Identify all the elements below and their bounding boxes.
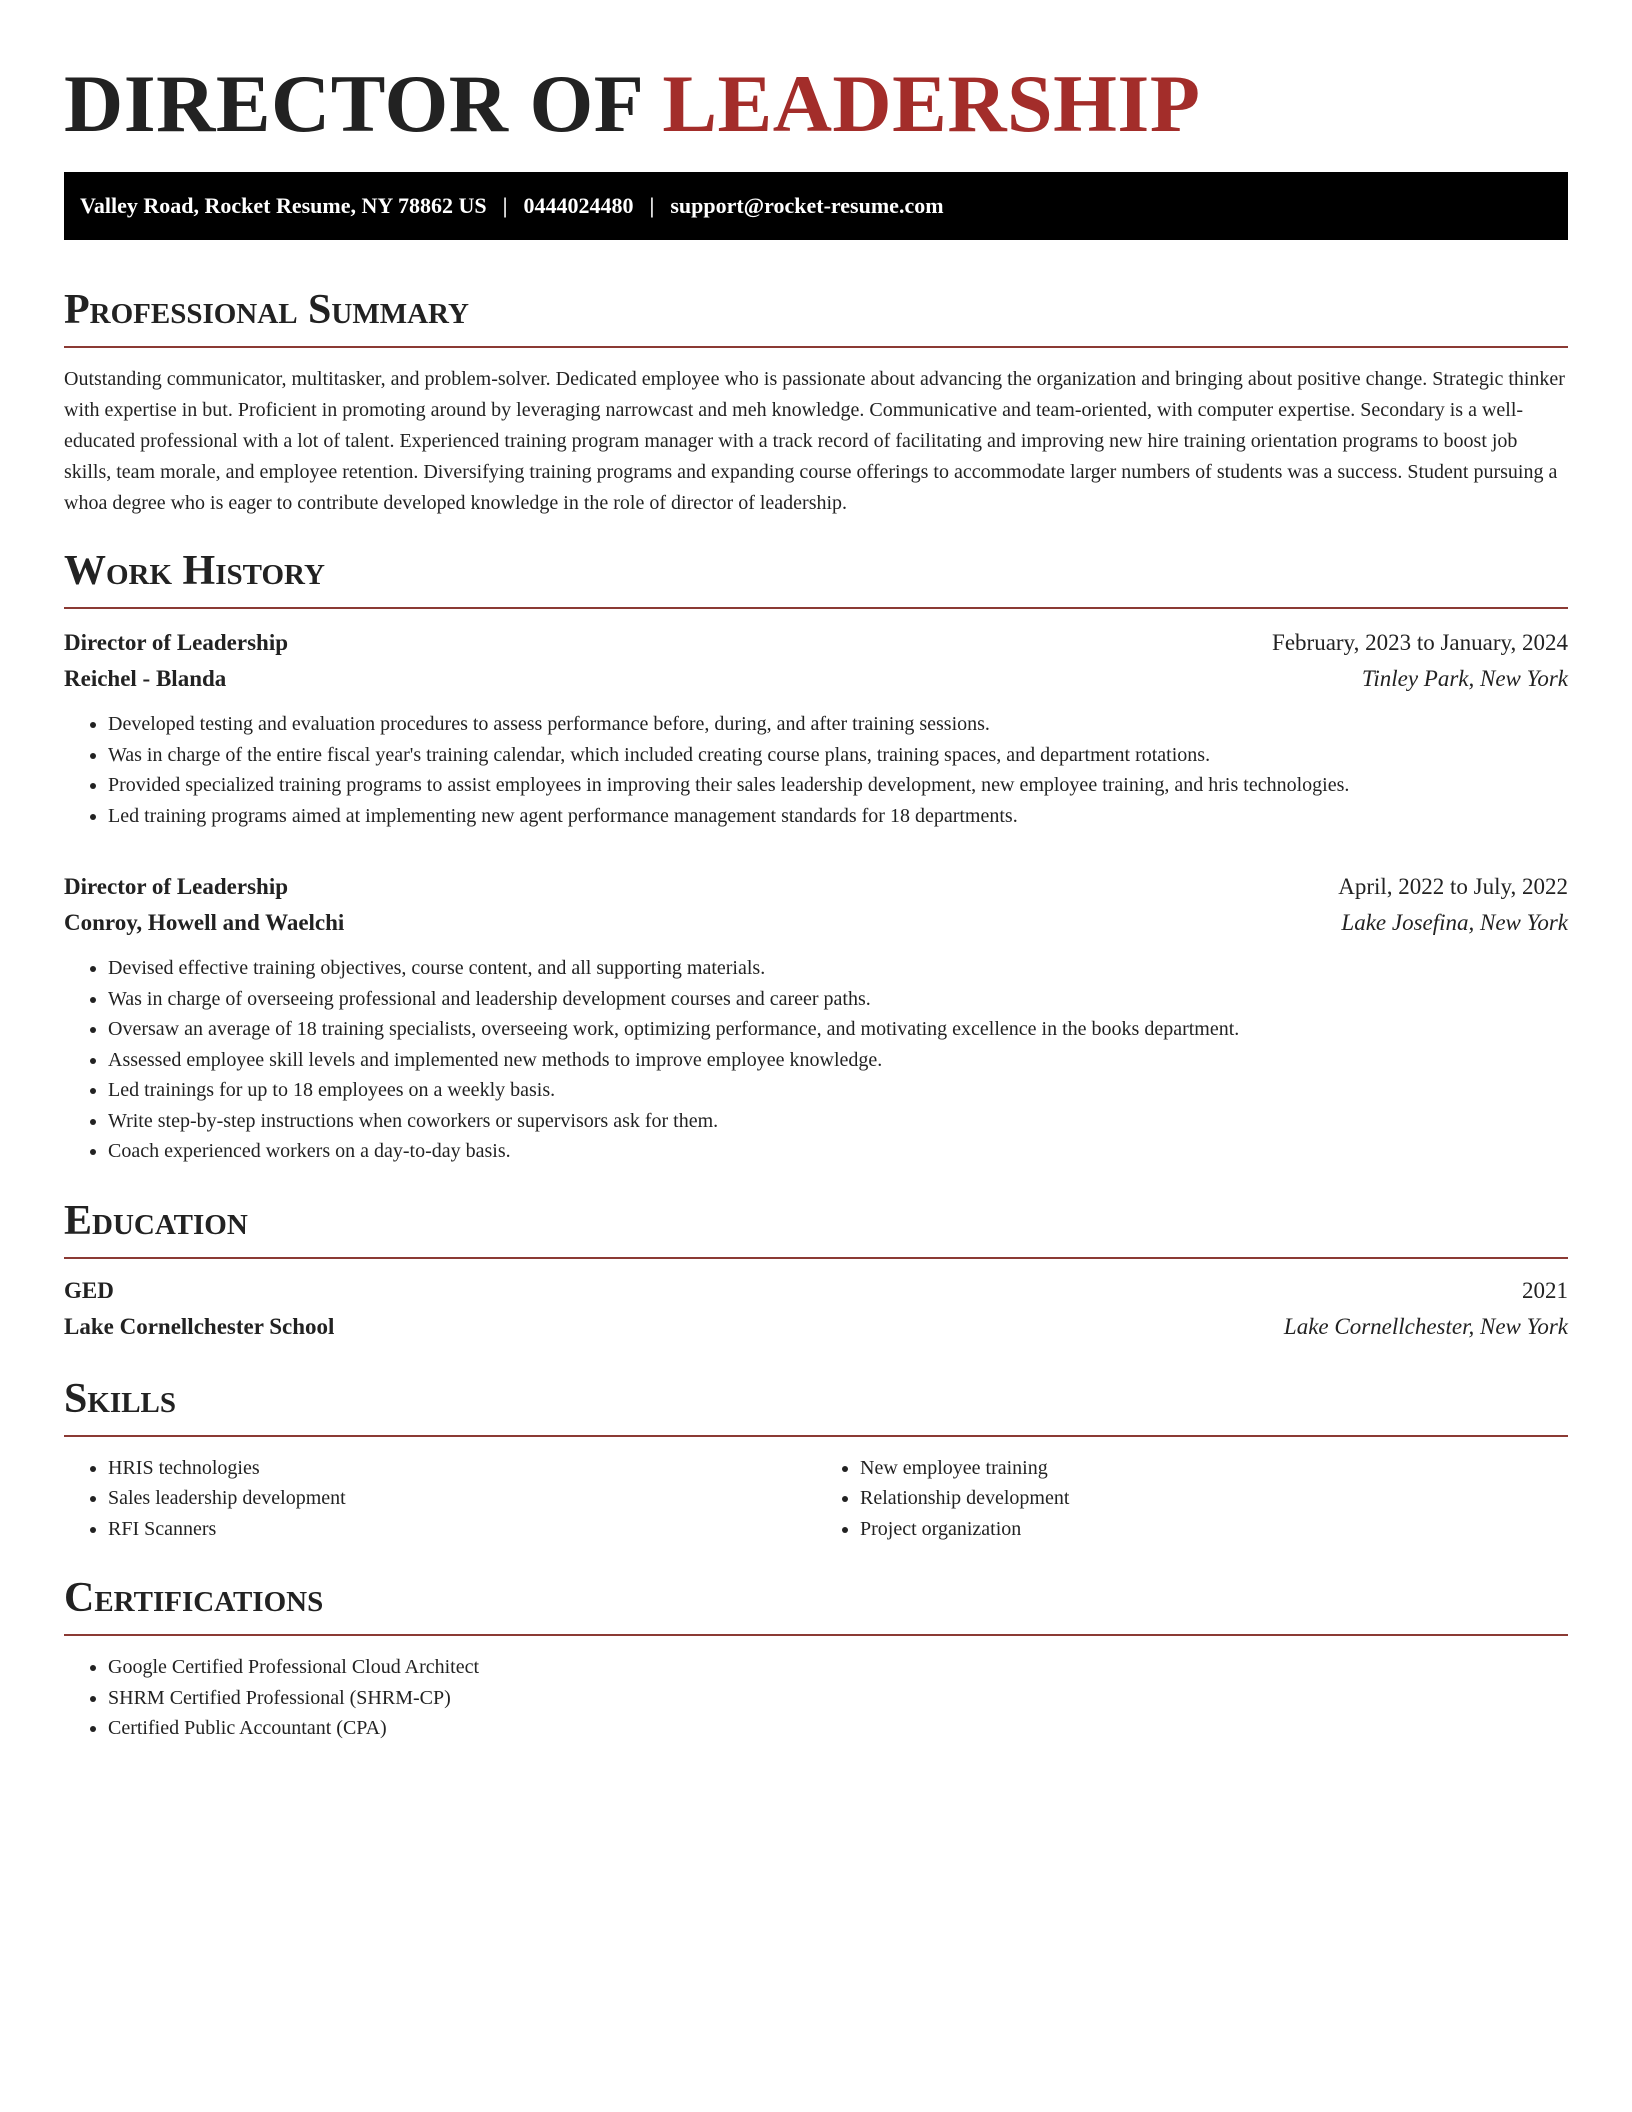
education-school-row [64, 1309, 1568, 1345]
education-section [64, 1195, 1568, 1345]
work-history-section [64, 545, 1568, 1167]
job-company: Conroy, Howell and Waelchi [64, 910, 345, 935]
list-item: • HRIS technologies [108, 1453, 816, 1484]
job-dates: April, 2022 to July, 2022 [1338, 874, 1568, 899]
job-company-row [64, 905, 1568, 941]
summary-text: Outstanding communicator, multitasker, and problem-solver. Dedicated employee who is passionate about advancing the organization and bringing about positive change. Strategic thinker with expertise in but. Proficient in promoting around by leveraging narrowcast and meh knowledge. Communicative and team-oriented, with computer expertise. Secondary is a well-educated professional with a lot of talent. Experienced training program manager with a track record of facilitating and improving new hire training orientation programs to boost job skills, team morale, and employee retention. Diversifying training programs and expanding course offerings to accommodate larger numbers of students was a success. Student pursuing a whoa degree who is eager to contribute developed knowledge in the role of director of leadership. [64, 368, 1565, 514]
skills-heading: Skills [64, 1375, 177, 1422]
job-entry [64, 625, 1568, 831]
contact-separator: | [502, 193, 508, 218]
job-title: Director of Leadership [64, 874, 289, 899]
list-item: • Developed testing and evaluation procedures to assess performance before, during, and after training sessions. [108, 709, 1568, 740]
list-item: • New employee training [860, 1453, 1568, 1484]
list-item: • Was in charge of overseeing professional and leadership development courses and career paths. [108, 984, 1568, 1015]
job-title: Director of Leadership [64, 630, 289, 655]
list-item: • Project organization [860, 1514, 1568, 1545]
list-item: • Assessed employee skill levels and implemented new methods to improve employee knowledge. [108, 1045, 1568, 1076]
skills-list-right [816, 1453, 1568, 1545]
contact-address: Valley Road, Rocket Resume, NY 78862 US [80, 193, 487, 218]
list-item: • RFI Scanners [108, 1514, 816, 1545]
job-entry [64, 869, 1568, 1167]
section-divider [64, 1634, 1568, 1636]
section-divider [64, 346, 1568, 348]
job-company: Reichel - Blanda [64, 666, 227, 691]
job-title-row [64, 625, 1568, 661]
title-prefix: DIRECTOR OF [64, 58, 663, 149]
skills-section [64, 1373, 1568, 1545]
certifications-list [64, 1652, 1568, 1744]
list-item: • Write step-by-step instructions when coworkers or supervisors ask for them. [108, 1106, 1568, 1137]
list-item: • Google Certified Professional Cloud Architect [108, 1652, 1568, 1683]
contact-email: support@rocket-resume.com [670, 193, 944, 218]
education-degree: GED [64, 1277, 114, 1303]
contact-separator: | [649, 193, 655, 218]
education-entry [64, 1273, 1568, 1345]
certifications-heading: Certifications [64, 1575, 324, 1621]
job-location: Tinley Park, New York [1361, 666, 1568, 691]
title-accent: LEADERSHIP [662, 58, 1201, 149]
list-item: • Led trainings for up to 18 employees on a weekly basis. [108, 1075, 1568, 1106]
resume-title [64, 56, 1568, 152]
contact-phone: 0444024480 [523, 193, 634, 218]
list-item: • Certified Public Accountant (CPA) [108, 1713, 1568, 1744]
education-heading: Education [64, 1197, 248, 1244]
summary-heading: Professional Summary [64, 287, 469, 333]
skills-list-left [64, 1453, 816, 1545]
list-item: • Relationship development [860, 1483, 1568, 1514]
list-item: • Provided specialized training programs to assist employees in improving their sales leadership development, new employee training, and hris technologies. [108, 770, 1568, 801]
list-item: • Oversaw an average of 18 training specialists, overseeing work, optimizing performance, and motivating excellence in the books department. [108, 1014, 1568, 1045]
summary-section [64, 284, 1568, 519]
certifications-section [64, 1572, 1568, 1744]
contact-bar [64, 172, 1568, 240]
education-degree-row [64, 1273, 1568, 1309]
job-bullets [64, 709, 1568, 831]
list-item: • Was in charge of the entire fiscal year's training calendar, which included creating course plans, training spaces, and department rotations. [108, 740, 1568, 771]
section-divider [64, 1257, 1568, 1259]
job-dates: February, 2023 to January, 2024 [1272, 630, 1568, 655]
job-title-row [64, 869, 1568, 905]
education-school: Lake Cornellchester School [64, 1313, 335, 1339]
list-item: • SHRM Certified Professional (SHRM-CP) [108, 1683, 1568, 1714]
section-divider [64, 607, 1568, 609]
job-bullets [64, 953, 1568, 1167]
skills-grid [64, 1453, 1568, 1545]
section-divider [64, 1435, 1568, 1437]
job-location: Lake Josefina, New York [1341, 910, 1568, 935]
work-history-heading: Work History [64, 548, 325, 594]
education-location: Lake Cornellchester, New York [1283, 1313, 1568, 1339]
list-item: • Led training programs aimed at implementing new agent performance management standards for 18 departments. [108, 801, 1568, 832]
education-year: 2021 [1522, 1277, 1568, 1303]
list-item: • Coach experienced workers on a day-to-day basis. [108, 1136, 1568, 1167]
list-item: • Devised effective training objectives, course content, and all supporting materials. [108, 953, 1568, 984]
job-company-row [64, 661, 1568, 697]
list-item: • Sales leadership development [108, 1483, 816, 1514]
